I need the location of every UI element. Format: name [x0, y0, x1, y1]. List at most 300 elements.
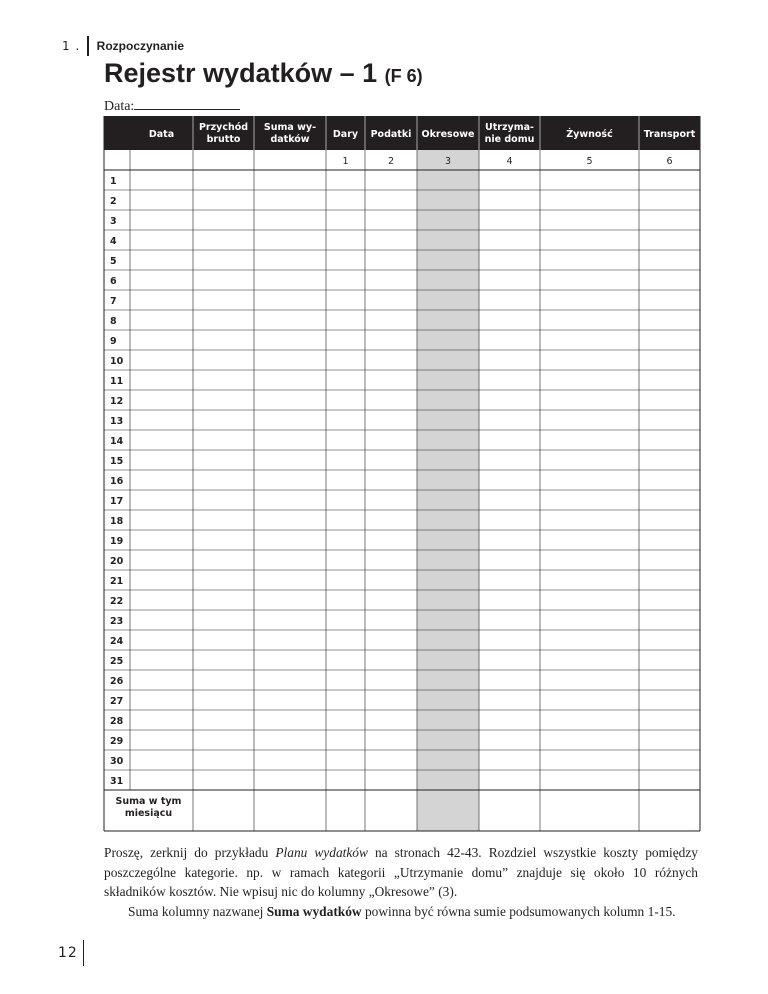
table-cell[interactable]	[541, 771, 639, 790]
table-cell[interactable]	[255, 311, 326, 330]
row-number: 20	[110, 556, 124, 567]
table-cell[interactable]	[418, 731, 479, 750]
table-cell[interactable]	[366, 611, 417, 630]
table-cell[interactable]	[541, 191, 639, 210]
table-cell[interactable]	[640, 271, 700, 290]
table-cell[interactable]	[541, 591, 639, 610]
row-number: 13	[110, 416, 124, 427]
table-cell[interactable]	[131, 311, 193, 330]
table-cell[interactable]	[480, 691, 540, 710]
table-cell[interactable]	[366, 631, 417, 650]
table-cell[interactable]	[131, 491, 193, 510]
table-cell[interactable]	[480, 211, 540, 230]
table-cell[interactable]	[541, 691, 639, 710]
row-number: 5	[110, 256, 117, 267]
table-cell[interactable]	[366, 271, 417, 290]
table-cell[interactable]	[640, 611, 700, 630]
table-cell[interactable]	[640, 491, 700, 510]
table-cell[interactable]	[255, 451, 326, 470]
table-cell[interactable]	[640, 311, 700, 330]
row-number: 1	[110, 176, 117, 187]
table-cell[interactable]	[418, 611, 479, 630]
table-cell[interactable]	[480, 491, 540, 510]
table-cell[interactable]	[255, 171, 326, 190]
table-cell[interactable]	[480, 291, 540, 310]
table-cell[interactable]	[480, 611, 540, 630]
table-cell[interactable]	[255, 211, 326, 230]
table-cell[interactable]	[194, 571, 254, 590]
table-cell[interactable]	[366, 171, 417, 190]
table-cell[interactable]	[194, 631, 254, 650]
table-cell[interactable]	[366, 451, 417, 470]
table-cell[interactable]	[327, 191, 365, 210]
table-cell[interactable]	[480, 271, 540, 290]
table-cell[interactable]	[640, 731, 700, 750]
table-cell[interactable]	[327, 751, 365, 770]
table-cell[interactable]	[131, 191, 193, 210]
table-cell[interactable]	[327, 711, 365, 730]
table-cell[interactable]	[480, 331, 540, 350]
table-cell[interactable]	[480, 391, 540, 410]
table-cell[interactable]	[418, 691, 479, 710]
table-cell[interactable]	[255, 611, 326, 630]
table-cell[interactable]	[255, 331, 326, 350]
table-cell[interactable]	[327, 351, 365, 370]
table-cell[interactable]	[131, 271, 193, 290]
table-cell[interactable]	[541, 271, 639, 290]
table-cell[interactable]	[480, 711, 540, 730]
table-cell[interactable]	[418, 211, 479, 230]
table-cell[interactable]	[541, 471, 639, 490]
table-cell[interactable]	[640, 411, 700, 430]
total-cell[interactable]	[366, 791, 417, 831]
table-cell[interactable]	[327, 291, 365, 310]
table-cell[interactable]	[418, 651, 479, 670]
table-cell[interactable]	[131, 731, 193, 750]
table-cell[interactable]	[255, 671, 326, 690]
table-cell[interactable]	[327, 451, 365, 470]
table-cell[interactable]	[255, 351, 326, 370]
table-cell[interactable]	[255, 631, 326, 650]
total-row-label: miesiącu	[124, 808, 173, 819]
table-cell[interactable]	[640, 451, 700, 470]
table-cell[interactable]	[640, 711, 700, 730]
table-cell[interactable]	[418, 551, 479, 570]
table-cell[interactable]	[541, 231, 639, 250]
table-cell[interactable]	[131, 171, 193, 190]
table-cell[interactable]	[366, 231, 417, 250]
table-cell[interactable]	[418, 231, 479, 250]
table-cell[interactable]	[640, 331, 700, 350]
table-cell[interactable]	[541, 491, 639, 510]
table-cell[interactable]	[418, 751, 479, 770]
total-cell[interactable]	[640, 791, 700, 831]
table-cell[interactable]	[480, 751, 540, 770]
table-cell[interactable]	[480, 171, 540, 190]
table-cell[interactable]	[327, 371, 365, 390]
table-cell[interactable]	[366, 391, 417, 410]
table-cell[interactable]	[480, 351, 540, 370]
table-cell[interactable]	[640, 231, 700, 250]
total-cell[interactable]	[418, 791, 479, 831]
total-cell[interactable]	[327, 791, 365, 831]
table-cell[interactable]	[640, 391, 700, 410]
table-cell[interactable]	[194, 591, 254, 610]
table-cell[interactable]	[480, 191, 540, 210]
table-cell[interactable]	[327, 331, 365, 350]
table-cell[interactable]	[255, 191, 326, 210]
table-cell[interactable]	[327, 211, 365, 230]
table-cell[interactable]	[327, 651, 365, 670]
table-cell[interactable]	[366, 411, 417, 430]
table-cell[interactable]	[541, 331, 639, 350]
table-cell[interactable]	[327, 471, 365, 490]
table-cell[interactable]	[418, 451, 479, 470]
table-cell[interactable]	[194, 291, 254, 310]
table-cell[interactable]	[194, 271, 254, 290]
table-cell[interactable]	[366, 311, 417, 330]
table-cell[interactable]	[480, 571, 540, 590]
table-cell[interactable]	[131, 471, 193, 490]
table-cell[interactable]	[327, 491, 365, 510]
table-cell[interactable]	[255, 551, 326, 570]
table-cell[interactable]	[480, 651, 540, 670]
table-cell[interactable]	[541, 711, 639, 730]
table-cell[interactable]	[541, 551, 639, 570]
table-cell[interactable]	[194, 471, 254, 490]
table-cell[interactable]	[480, 551, 540, 570]
table-cell[interactable]	[327, 171, 365, 190]
table-cell[interactable]	[418, 511, 479, 530]
table-cell[interactable]	[366, 471, 417, 490]
table-cell[interactable]	[194, 691, 254, 710]
table-cell[interactable]	[255, 571, 326, 590]
table-cell[interactable]	[194, 191, 254, 210]
table-cell[interactable]	[366, 491, 417, 510]
table-cell[interactable]	[480, 251, 540, 270]
table-cell[interactable]	[418, 251, 479, 270]
instructions-bold: Suma wydatków	[266, 903, 362, 919]
column-header-label: Przychód	[198, 122, 249, 133]
table-cell[interactable]	[327, 391, 365, 410]
table-cell[interactable]	[327, 731, 365, 750]
table-cell[interactable]	[255, 731, 326, 750]
table-cell[interactable]	[131, 611, 193, 630]
table-cell[interactable]	[418, 491, 479, 510]
table-cell[interactable]	[366, 771, 417, 790]
table-cell[interactable]	[418, 371, 479, 390]
table-cell[interactable]	[541, 351, 639, 370]
table-cell[interactable]	[541, 531, 639, 550]
table-cell[interactable]	[418, 631, 479, 650]
table-cell[interactable]	[131, 291, 193, 310]
table-cell[interactable]	[131, 651, 193, 670]
table-cell[interactable]	[194, 771, 254, 790]
table-cell[interactable]	[194, 351, 254, 370]
table-cell[interactable]	[366, 251, 417, 270]
table-cell[interactable]	[418, 671, 479, 690]
table-cell[interactable]	[131, 771, 193, 790]
table-cell[interactable]	[640, 511, 700, 530]
table-cell[interactable]	[418, 271, 479, 290]
table-cell[interactable]	[131, 671, 193, 690]
table-cell[interactable]	[480, 371, 540, 390]
table-cell[interactable]	[480, 771, 540, 790]
table-cell[interactable]	[541, 291, 639, 310]
table-cell[interactable]	[366, 571, 417, 590]
table-cell[interactable]	[131, 211, 193, 230]
table-cell[interactable]	[131, 711, 193, 730]
table-cell[interactable]	[327, 511, 365, 530]
table-cell[interactable]	[194, 411, 254, 430]
total-cell[interactable]	[480, 791, 540, 831]
table-cell[interactable]	[194, 651, 254, 670]
table-cell[interactable]	[640, 211, 700, 230]
table-cell[interactable]	[255, 371, 326, 390]
table-cell[interactable]	[131, 371, 193, 390]
table-cell[interactable]	[366, 591, 417, 610]
table-cell[interactable]	[640, 571, 700, 590]
table-cell[interactable]	[418, 591, 479, 610]
table-cell[interactable]	[366, 291, 417, 310]
table-cell[interactable]	[418, 291, 479, 310]
table-cell[interactable]	[640, 551, 700, 570]
table-cell[interactable]	[194, 311, 254, 330]
table-cell[interactable]	[541, 211, 639, 230]
column-number: 4	[506, 156, 513, 167]
table-cell[interactable]	[327, 411, 365, 430]
table-cell[interactable]	[640, 531, 700, 550]
table-cell[interactable]	[366, 691, 417, 710]
table-cell[interactable]	[640, 431, 700, 450]
table-cell[interactable]	[131, 451, 193, 470]
table-cell[interactable]	[194, 211, 254, 230]
table-cell[interactable]	[418, 411, 479, 430]
table-cell[interactable]	[131, 751, 193, 770]
table-cell[interactable]	[640, 631, 700, 650]
total-cell[interactable]	[255, 791, 326, 831]
table-cell[interactable]	[418, 171, 479, 190]
table-cell[interactable]	[366, 191, 417, 210]
table-cell[interactable]	[640, 751, 700, 770]
total-cell[interactable]	[194, 791, 254, 831]
table-cell[interactable]	[131, 231, 193, 250]
table-cell[interactable]	[255, 411, 326, 430]
table-cell[interactable]	[541, 571, 639, 590]
column-header-label: Żywność	[566, 129, 613, 140]
table-cell[interactable]	[131, 591, 193, 610]
table-cell[interactable]	[194, 531, 254, 550]
table-cell[interactable]	[418, 571, 479, 590]
table-cell[interactable]	[255, 591, 326, 610]
table-cell[interactable]	[131, 571, 193, 590]
table-cell[interactable]	[418, 711, 479, 730]
table-cell[interactable]	[366, 431, 417, 450]
table-cell[interactable]	[640, 651, 700, 670]
page-number-divider	[83, 940, 84, 966]
table-cell[interactable]	[640, 771, 700, 790]
table-cell[interactable]	[255, 391, 326, 410]
table-cell[interactable]	[480, 451, 540, 470]
table-cell[interactable]	[640, 591, 700, 610]
table-cell[interactable]	[418, 191, 479, 210]
table-cell[interactable]	[480, 591, 540, 610]
table-cell[interactable]	[327, 551, 365, 570]
total-cell[interactable]	[541, 791, 639, 831]
column-number: 6	[666, 156, 673, 167]
table-cell[interactable]	[194, 451, 254, 470]
table-cell[interactable]	[541, 451, 639, 470]
table-cell[interactable]	[366, 651, 417, 670]
table-cell[interactable]	[366, 531, 417, 550]
table-cell[interactable]	[131, 431, 193, 450]
table-cell[interactable]	[194, 611, 254, 630]
table-cell[interactable]	[255, 271, 326, 290]
table-cell[interactable]	[541, 311, 639, 330]
table-cell[interactable]	[131, 691, 193, 710]
table-cell[interactable]	[640, 371, 700, 390]
table-cell[interactable]	[194, 431, 254, 450]
table-cell[interactable]	[194, 391, 254, 410]
table-cell[interactable]	[418, 391, 479, 410]
table-cell[interactable]	[194, 551, 254, 570]
table-cell[interactable]	[327, 771, 365, 790]
table-cell[interactable]	[480, 531, 540, 550]
table-cell[interactable]	[255, 511, 326, 530]
table-cell[interactable]	[418, 531, 479, 550]
table-cell[interactable]	[255, 231, 326, 250]
table-cell[interactable]	[541, 511, 639, 530]
table-cell[interactable]	[327, 531, 365, 550]
table-cell[interactable]	[480, 411, 540, 430]
table-cell[interactable]	[131, 511, 193, 530]
table-cell[interactable]	[480, 431, 540, 450]
table-cell[interactable]	[480, 511, 540, 530]
table-cell[interactable]	[327, 311, 365, 330]
table-cell[interactable]	[131, 531, 193, 550]
table-cell[interactable]	[541, 731, 639, 750]
row-number: 31	[110, 776, 124, 787]
table-cell[interactable]	[255, 431, 326, 450]
table-cell[interactable]	[255, 491, 326, 510]
table-cell[interactable]	[366, 511, 417, 530]
table-cell[interactable]	[194, 751, 254, 770]
table-cell[interactable]	[418, 351, 479, 370]
table-cell[interactable]	[194, 671, 254, 690]
table-cell[interactable]	[327, 591, 365, 610]
table-cell[interactable]	[541, 671, 639, 690]
table-cell[interactable]	[255, 531, 326, 550]
table-cell[interactable]	[640, 471, 700, 490]
table-cell[interactable]	[418, 471, 479, 490]
table-cell[interactable]	[480, 231, 540, 250]
table-cell[interactable]	[194, 231, 254, 250]
table-cell[interactable]	[640, 251, 700, 270]
table-cell[interactable]	[255, 751, 326, 770]
table-cell[interactable]	[640, 191, 700, 210]
table-cell[interactable]	[194, 331, 254, 350]
table-cell[interactable]	[366, 731, 417, 750]
table-cell[interactable]	[131, 551, 193, 570]
table-cell[interactable]	[131, 251, 193, 270]
table-cell[interactable]	[255, 771, 326, 790]
table-cell[interactable]	[480, 731, 540, 750]
table-cell[interactable]	[366, 711, 417, 730]
table-cell[interactable]	[418, 771, 479, 790]
table-cell[interactable]	[327, 571, 365, 590]
table-cell[interactable]	[640, 691, 700, 710]
table-cell[interactable]	[194, 711, 254, 730]
table-cell[interactable]	[541, 611, 639, 630]
table-cell[interactable]	[640, 171, 700, 190]
table-cell[interactable]	[131, 411, 193, 430]
table-cell[interactable]	[327, 611, 365, 630]
table-cell[interactable]	[366, 331, 417, 350]
table-cell[interactable]	[255, 711, 326, 730]
table-cell[interactable]	[418, 331, 479, 350]
table-cell[interactable]	[366, 751, 417, 770]
table-cell[interactable]	[480, 311, 540, 330]
table-cell[interactable]	[541, 631, 639, 650]
table-cell[interactable]	[541, 371, 639, 390]
table-cell[interactable]	[480, 471, 540, 490]
table-cell[interactable]	[640, 291, 700, 310]
table-cell[interactable]	[255, 291, 326, 310]
table-cell[interactable]	[131, 631, 193, 650]
table-cell[interactable]	[366, 551, 417, 570]
table-cell[interactable]	[327, 671, 365, 690]
table-cell[interactable]	[194, 731, 254, 750]
table-cell[interactable]	[366, 351, 417, 370]
table-cell[interactable]	[541, 431, 639, 450]
table-cell[interactable]	[255, 651, 326, 670]
table-cell[interactable]	[541, 251, 639, 270]
table-cell[interactable]	[327, 691, 365, 710]
table-cell[interactable]	[194, 251, 254, 270]
table-cell[interactable]	[480, 671, 540, 690]
table-cell[interactable]	[418, 311, 479, 330]
table-cell[interactable]	[327, 251, 365, 270]
table-cell[interactable]	[366, 371, 417, 390]
table-cell[interactable]	[541, 411, 639, 430]
table-cell[interactable]	[541, 651, 639, 670]
table-cell[interactable]	[194, 491, 254, 510]
table-cell[interactable]	[255, 691, 326, 710]
table-cell[interactable]	[194, 511, 254, 530]
table-cell[interactable]	[541, 751, 639, 770]
table-cell[interactable]	[541, 391, 639, 410]
table-cell[interactable]	[327, 271, 365, 290]
table-cell[interactable]	[366, 211, 417, 230]
table-cell[interactable]	[480, 631, 540, 650]
table-cell[interactable]	[418, 431, 479, 450]
row-number: 17	[110, 496, 124, 507]
table-cell[interactable]	[255, 471, 326, 490]
table-cell[interactable]	[640, 351, 700, 370]
table-cell[interactable]	[327, 431, 365, 450]
table-cell[interactable]	[194, 171, 254, 190]
table-cell[interactable]	[327, 231, 365, 250]
table-cell[interactable]	[131, 331, 193, 350]
table-cell[interactable]	[194, 371, 254, 390]
table-cell[interactable]	[255, 251, 326, 270]
table-cell[interactable]	[131, 391, 193, 410]
table-cell[interactable]	[541, 171, 639, 190]
table-cell[interactable]	[131, 351, 193, 370]
table-cell[interactable]	[366, 671, 417, 690]
table-cell[interactable]	[640, 671, 700, 690]
table-cell[interactable]	[327, 631, 365, 650]
